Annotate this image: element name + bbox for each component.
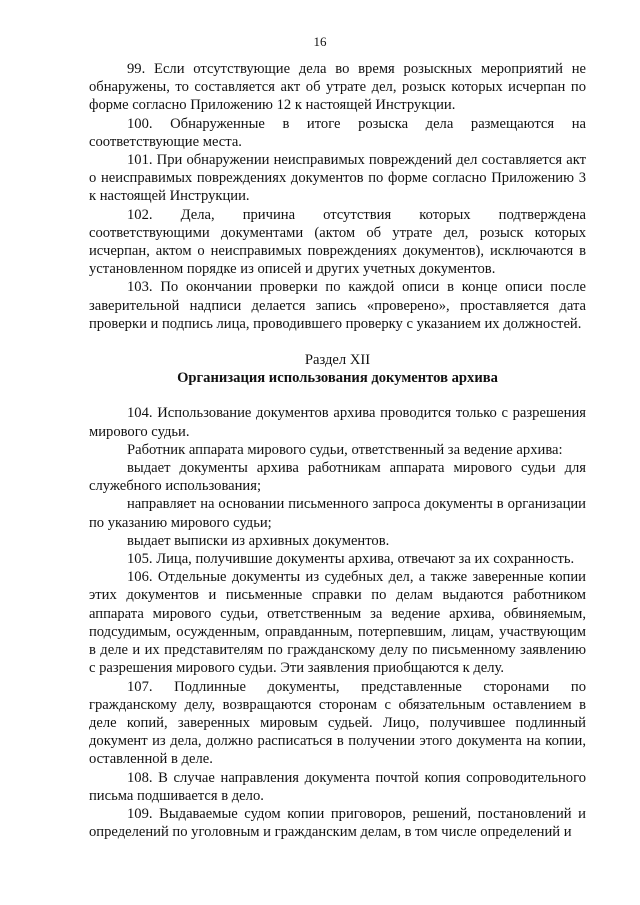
- paragraph-101: 101. При обнаружении неисправимых повреждений дел составляется акт о неисправимых повреждениях документов по форме согласно Приложению 3 к настоящей Инструкции.: [89, 152, 586, 205]
- section-spacer: [89, 333, 586, 351]
- paragraph-duty-extracts: выдает выписки из архивных документов.: [127, 532, 390, 549]
- page-number: 16: [313, 34, 327, 49]
- paragraph-100: 100. Обнаруженные в итоге розыска дела размещаются на соответствующие места.: [89, 115, 586, 150]
- paragraph-106: 106. Отдельные документы из судебных дел, а также заверенные копии этих документов и письменные справки по делам выдаются работником аппарата мирового судьи, ответственным за ведение архива, обвиняемым, подсудимым, осужденным, оправданным, потерпевшим, лицам, участвующим в деле и их представителям по гражданскому делу по письменному заявлению с разрешения мирового судьи. Эти заявления приобщаются к делу.: [89, 569, 586, 677]
- paragraph-109: 109. Выдаваемые судом копии приговоров, решений, постановлений и определений по уголовным и гражданским делам, в том числе определений и: [89, 805, 586, 841]
- paragraph-duty-issue: выдает документы архива работникам аппарата мирового судьи для служебного использования;: [89, 460, 586, 495]
- paragraph-107: 107. Подлинные документы, представленные сторонами по гражданскому делу, возвращаются сторонам с обязательным оставлением в деле копий, заверенных мировым судьей. Лицо, получившее подлинный документ из дела, должно расписаться в получении этого документа на копии, оставленной в деле.: [89, 678, 586, 768]
- paragraph-102: 102. Дела, причина отсутствия которых подтверждена соответствующими документами (актом об утрате дел, розыск которых исчерпан, актом о неисправимых повреждениях документов), исключаются в установленном порядке из описей и других учетных документов.: [89, 206, 586, 278]
- section-title: Организация использования документов архива: [177, 370, 498, 387]
- paragraph-104: 104. Использование документов архива проводится только с разрешения мирового судьи.: [89, 405, 586, 440]
- page-content: [89, 60, 586, 841]
- paragraph-108: 108. В случае направления документа почтой копия сопроводительного письма подшивается в дело.: [89, 769, 586, 804]
- paragraph-99: 99. Если отсутствующие дела во время розыскных мероприятий не обнаружены, то составляется акт об утрате дел, розыск которых исчерпан по форме согласно Приложению 12 к настоящей Инструкции.: [89, 61, 586, 114]
- section-heading: Раздел XII: [304, 352, 371, 369]
- paragraph-103: 103. По окончании проверки по каждой описи в конце описи после заверительной надписи делается запись «проверено», проставляется дата проверки и подпись лица, проводившего проверку с указанием их должностей.: [89, 279, 586, 332]
- paragraph-105: 105. Лица, получившие документы архива, отвечают за их сохранность.: [127, 551, 575, 568]
- paragraph-clerk-duties: Работник аппарата мирового судьи, ответственный за ведение архива:: [127, 441, 563, 458]
- title-spacer: [89, 387, 586, 404]
- paragraph-duty-send: направляет на основании письменного запроса документы в организации по указанию мирового судьи;: [89, 496, 586, 531]
